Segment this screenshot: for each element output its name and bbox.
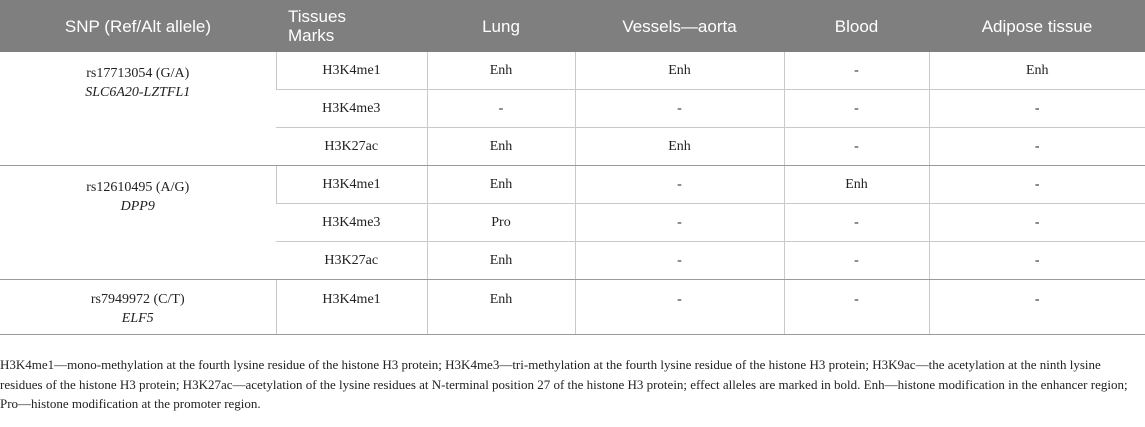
blood-cell: - bbox=[784, 90, 929, 128]
mark-cell: H3K4me1 bbox=[276, 52, 427, 90]
table-footnote: H3K4me1—mono-methylation at the fourth lysine residue of the histone H3 protein; H3K4me3—tri-methylation at the fourth lysine residue of the histone H3 protein; H3K9ac—the acetylation at the ninth lysine residues of the histone H3 protein; H3K27ac—acetylation of the lysine residues at N-terminal position 27 of the histone H3 protein; effect alleles are marked in bold. Enh—histone modification in the enhancer region; Pro—histone modification at the promoter region. bbox=[0, 357, 1128, 411]
lung-cell: Enh bbox=[427, 280, 575, 335]
snp-cell bbox=[0, 280, 276, 335]
adipose-cell: - bbox=[929, 90, 1145, 128]
mark-cell: H3K4me1 bbox=[276, 280, 427, 335]
snp-cell bbox=[0, 166, 276, 280]
lung-cell: Enh bbox=[427, 166, 575, 204]
table-row bbox=[0, 52, 1145, 90]
snp-id: rs7949972 (C/T) bbox=[90, 292, 185, 307]
blood-cell: - bbox=[784, 204, 929, 242]
snp-cell bbox=[0, 52, 276, 166]
lung-cell: Enh bbox=[427, 242, 575, 280]
header-tissues-marks bbox=[276, 0, 427, 52]
blood-cell: - bbox=[784, 52, 929, 90]
mark-cell: H3K4me3 bbox=[276, 90, 427, 128]
adipose-cell: Enh bbox=[929, 52, 1145, 90]
gene-name: ELF5 bbox=[121, 311, 154, 326]
lung-cell: - bbox=[427, 90, 575, 128]
header-tissues: Tissues bbox=[288, 7, 346, 26]
mark-cell: H3K4me1 bbox=[276, 166, 427, 204]
lung-cell: Enh bbox=[427, 128, 575, 166]
aorta-cell: - bbox=[575, 166, 784, 204]
adipose-cell: - bbox=[929, 280, 1145, 335]
snp-id: rs12610495 (A/G) bbox=[86, 180, 190, 195]
header-adipose: Adipose tissue bbox=[929, 0, 1145, 52]
header-aorta: Vessels—aorta bbox=[575, 0, 784, 52]
table-row bbox=[0, 280, 1145, 335]
header-snp: SNP (Ref/Alt allele) bbox=[0, 0, 276, 52]
blood-cell: - bbox=[784, 242, 929, 280]
adipose-cell: - bbox=[929, 204, 1145, 242]
header-marks: Marks bbox=[288, 26, 335, 45]
snp-id: rs17713054 (G/A) bbox=[86, 66, 190, 81]
aorta-cell: - bbox=[575, 280, 784, 335]
header-blood: Blood bbox=[784, 0, 929, 52]
aorta-cell: Enh bbox=[575, 128, 784, 166]
aorta-cell: - bbox=[575, 204, 784, 242]
adipose-cell: - bbox=[929, 128, 1145, 166]
header-lung: Lung bbox=[427, 0, 575, 52]
aorta-cell: - bbox=[575, 90, 784, 128]
mark-cell: H3K27ac bbox=[276, 128, 427, 166]
mark-cell: H3K4me3 bbox=[276, 204, 427, 242]
lung-cell: Enh bbox=[427, 52, 575, 90]
header-row bbox=[0, 0, 1145, 52]
adipose-cell: - bbox=[929, 242, 1145, 280]
gene-name: SLC6A20-LZTFL1 bbox=[85, 85, 191, 100]
table-row bbox=[0, 166, 1145, 204]
aorta-cell: - bbox=[575, 242, 784, 280]
blood-cell: - bbox=[784, 280, 929, 335]
aorta-cell: Enh bbox=[575, 52, 784, 90]
blood-cell: - bbox=[784, 128, 929, 166]
adipose-cell: - bbox=[929, 166, 1145, 204]
mark-cell: H3K27ac bbox=[276, 242, 427, 280]
lung-cell: Pro bbox=[427, 204, 575, 242]
blood-cell: Enh bbox=[784, 166, 929, 204]
gene-name: DPP9 bbox=[120, 199, 155, 214]
